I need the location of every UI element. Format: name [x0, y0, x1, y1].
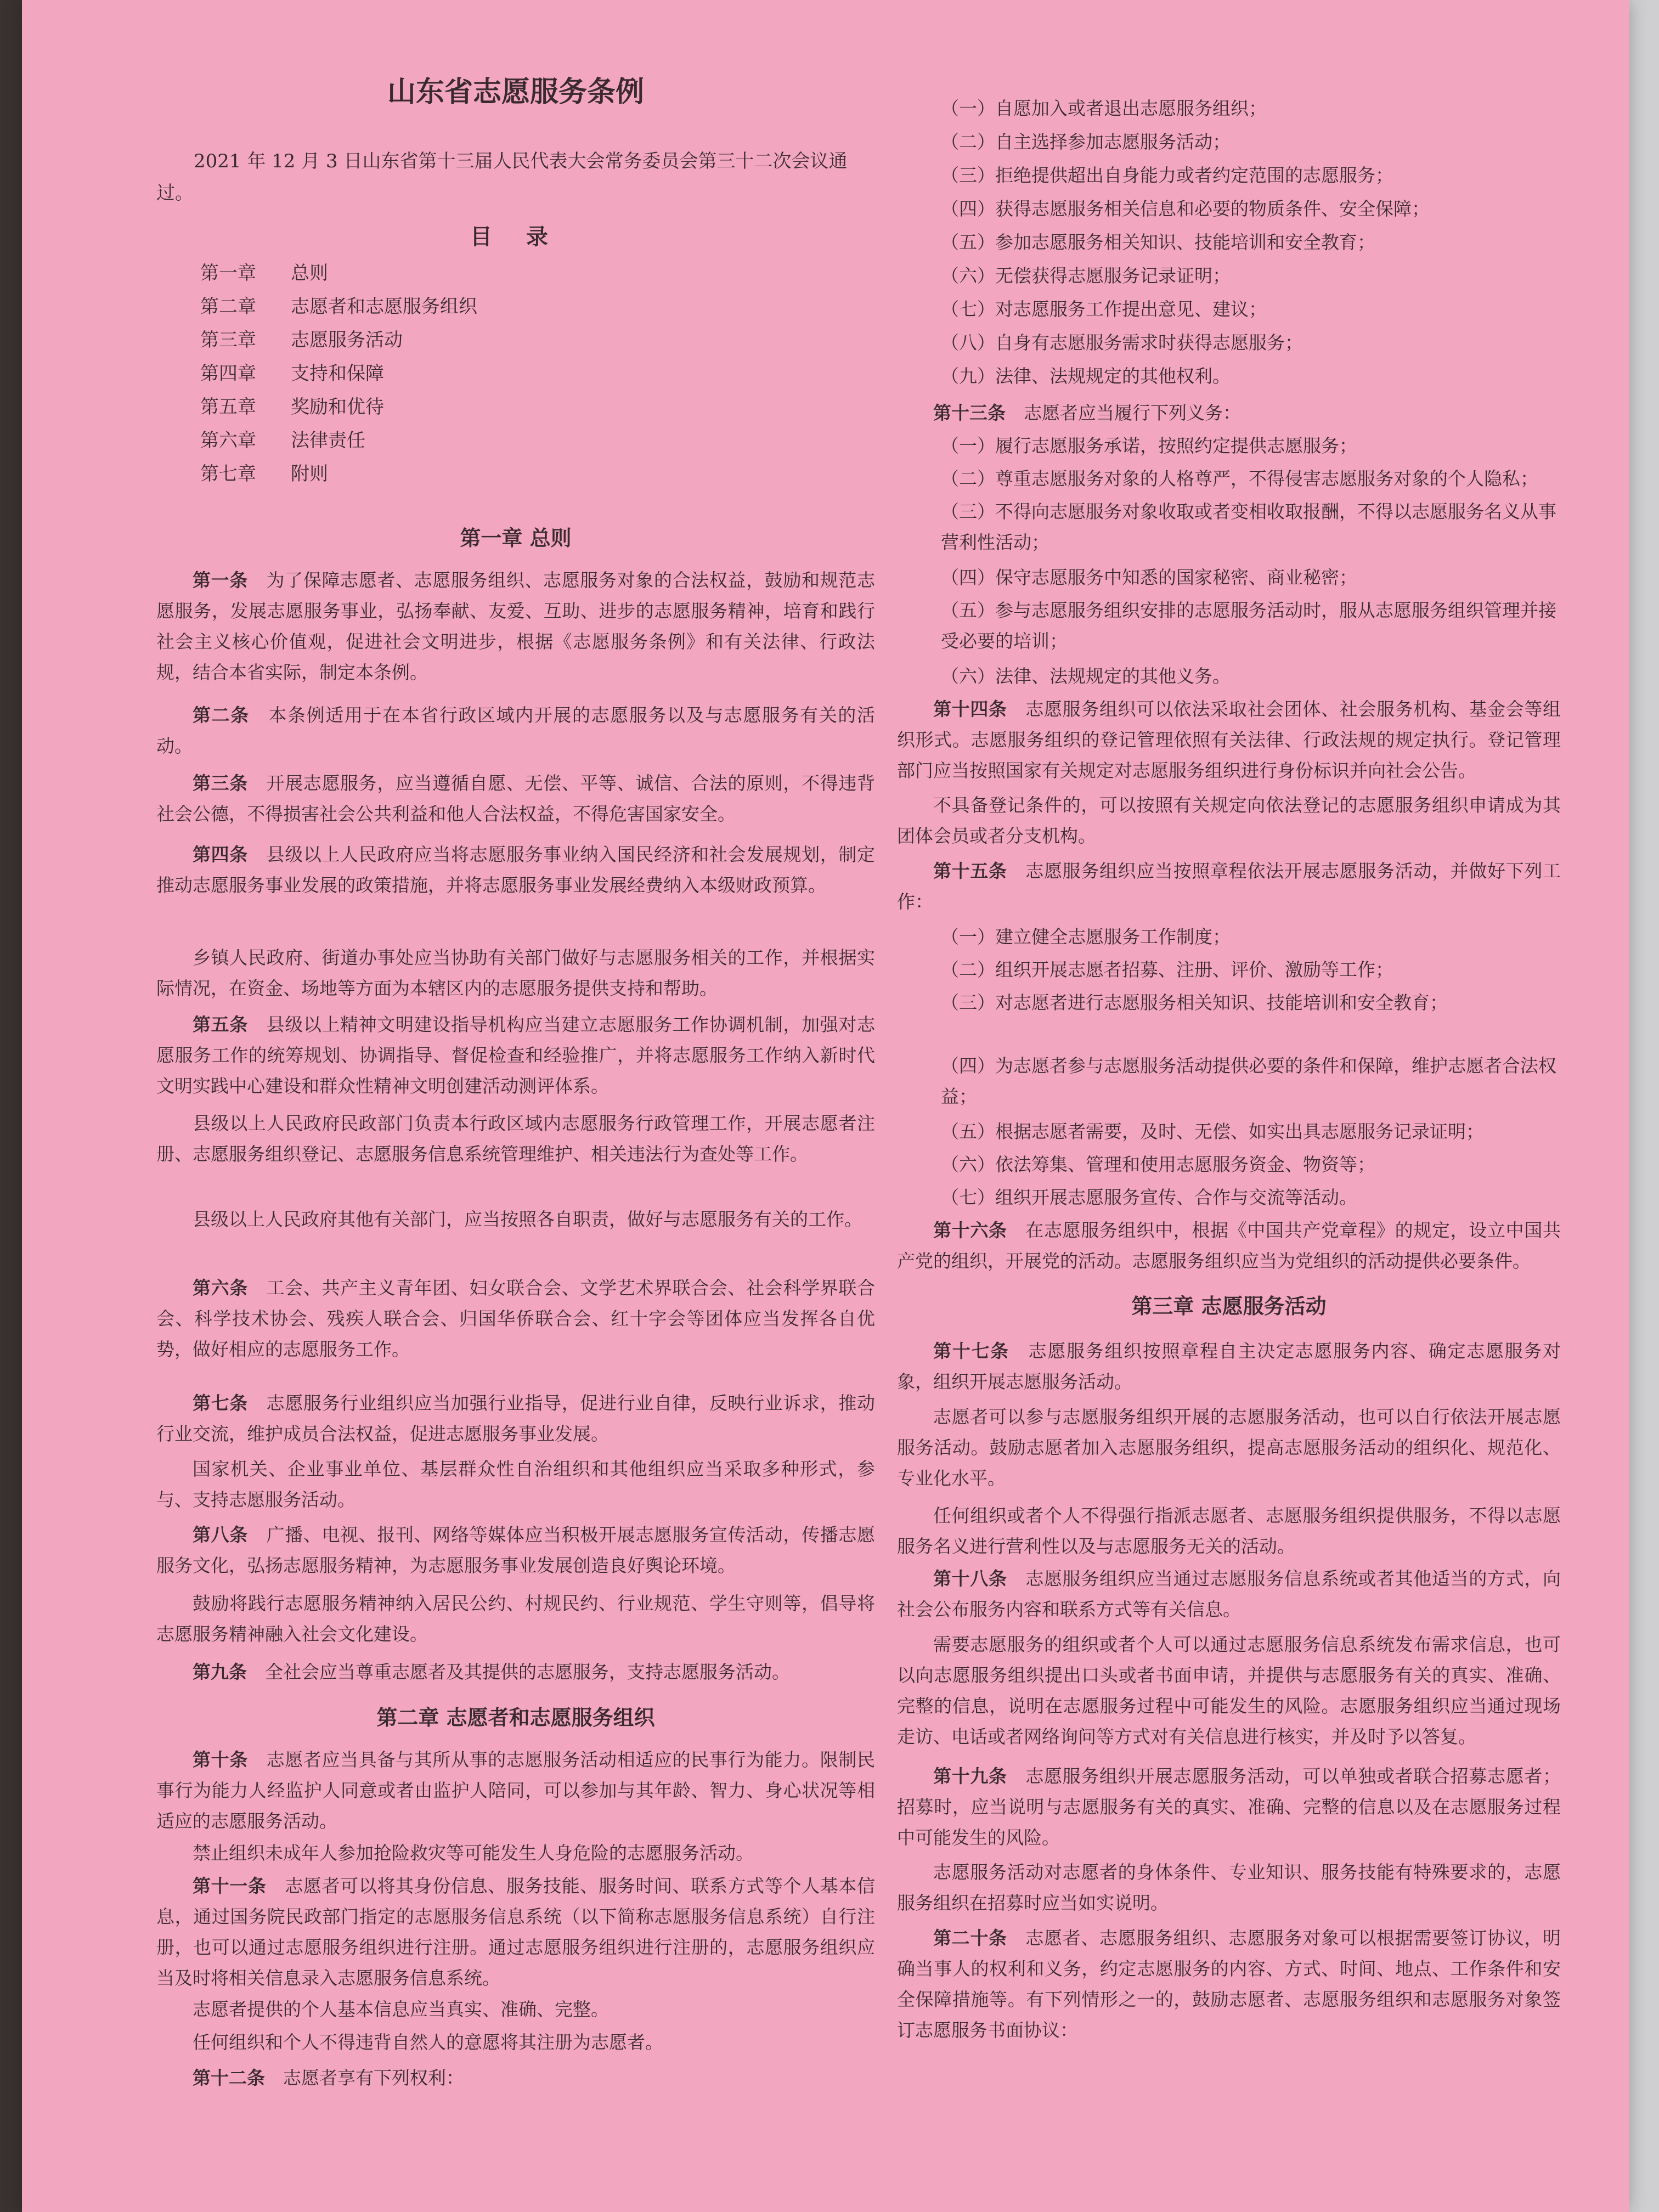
- list-item: （六）无偿获得志愿服务记录证明；: [941, 265, 1231, 286]
- list-item: （一）建立健全志愿服务工作制度；: [941, 926, 1231, 947]
- toc-chapter-name: 法律责任: [291, 430, 365, 452]
- toc-chapter-number: 第七章: [200, 463, 256, 485]
- article-text: 开展志愿服务，应当遵循自愿、无偿、平等、诚信、合法的原则，不得违背社会公德，不得损害社会公共利益和他人合法权益，不得危害国家安全。: [156, 772, 876, 825]
- article-17-paragraph-3: 任何组织或者个人不得强行指派志愿者、志愿服务组织提供服务，不得以志愿服务名义进行营利性以及与志愿服务无关的活动。: [897, 1505, 1561, 1557]
- article-text: 县级以上人民政府应当将志愿服务事业纳入国民经济和社会发展规划，制定推动志愿服务事业发展的政策措施，并将志愿服务事业发展经费纳入本级财政预算。: [156, 844, 876, 896]
- toc-chapter-name: 志愿者和志愿服务组织: [291, 296, 477, 318]
- article-label: 第二条: [193, 704, 250, 726]
- article-text: 工会、共产主义青年团、妇女联合会、文学艺术界联合会、社会科学界联合会、科学技术协会、残疾人联合会、归国华侨联合会、红十字会等团体应当发挥各自优势，做好相应的志愿服务工作。: [156, 1277, 876, 1360]
- toc-chapter-name: 总则: [291, 262, 328, 284]
- article-label: 第七条: [193, 1392, 248, 1414]
- article-17-paragraph-2: 志愿者可以参与志愿服务组织开展的志愿服务活动，也可以自行依法开展志愿服务活动。鼓励志愿者加入志愿服务组织，提高志愿服务活动的组织化、规范化、专业化水平。: [897, 1406, 1561, 1489]
- article-4-paragraph-2: 乡镇人民政府、街道办事处应当协助有关部门做好与志愿服务相关的工作，并根据实际情况，在资金、场地等方面为本辖区内的志愿服务提供支持和帮助。: [156, 947, 875, 999]
- article-text: 广播、电视、报刊、网络等媒体应当积极开展志愿服务宣传活动，传播志愿服务文化，弘扬志愿服务精神，为志愿服务事业发展创造良好舆论环境。: [156, 1524, 876, 1576]
- article-6: [156, 1273, 875, 1365]
- article-text: 志愿者应当履行下列义务：: [1024, 402, 1241, 424]
- article-7-paragraph-2: 国家机关、企业事业单位、基层群众性自治组织和其他组织应当采取多种形式，参与、支持志愿服务活动。: [156, 1458, 875, 1510]
- list-item: （四）为志愿者参与志愿服务活动提供必要的条件和保障，维护志愿者合法权益；: [941, 1055, 1556, 1107]
- article-text: 志愿者享有下列权利：: [283, 2067, 464, 2089]
- toc-row: [200, 258, 477, 291]
- chapter-1-heading: 第一章 总则: [460, 526, 572, 550]
- article-12: [156, 2063, 875, 2094]
- article-11: [156, 1871, 875, 1994]
- article-2: [156, 700, 875, 761]
- toc-chapter-number: 第六章: [200, 430, 256, 452]
- article-20: [897, 1923, 1561, 2046]
- article-text: 志愿服务组织应当通过志愿服务信息系统或者其他适当的方式，向社会公布服务内容和联系方式等有关信息。: [897, 1568, 1561, 1620]
- article-5-paragraph-3: 县级以上人民政府其他有关部门，应当按照各自职责，做好与志愿服务有关的工作。: [193, 1209, 862, 1230]
- article-label: 第五条: [193, 1014, 248, 1035]
- article-3: [156, 768, 875, 830]
- toc-chapter-name: 志愿服务活动: [291, 329, 403, 351]
- article-13: [897, 398, 1561, 428]
- list-item: （二）尊重志愿服务对象的人格尊严，不得侵害志愿服务对象的个人隐私；: [941, 468, 1538, 489]
- article-text: 全社会应当尊重志愿者及其提供的志愿服务，支持志愿服务活动。: [265, 1661, 790, 1683]
- document-page: [22, 0, 1629, 2212]
- list-item: （三）不得向志愿服务对象收取或者变相收取报酬，不得以志愿服务名义从事营利性活动；: [941, 501, 1556, 553]
- article-label: 第十八条: [933, 1568, 1007, 1589]
- article-text: 志愿服务组织可以依法采取社会团体、社会服务机构、基金会等组织形式。志愿服务组织的登记管理依照有关法律、行政法规的规定执行。登记管理部门应当按照国家有关规定对志愿服务组织进行身份标识并向社会公告。: [897, 698, 1561, 781]
- article-18: [897, 1564, 1561, 1625]
- adoption-note: 2021 年 12 月 3 日山东省第十三届人民代表大会常务委员会第三十二次会议通过。: [156, 150, 848, 204]
- article-16: [897, 1215, 1561, 1277]
- article-7: [156, 1388, 875, 1449]
- article-label: 第十九条: [933, 1765, 1007, 1787]
- article-19: [897, 1761, 1561, 1853]
- toc-row: [200, 425, 477, 459]
- chapter-2-heading: 第二章 志愿者和志愿服务组织: [376, 1705, 655, 1730]
- article-14-paragraph-2: 不具备登记条件的，可以按照有关规定向依法登记的志愿服务组织申请成为其团体会员或者分支机构。: [897, 794, 1561, 847]
- toc-row: [200, 291, 477, 325]
- article-text: 县级以上精神文明建设指导机构应当建立志愿服务工作协调机制，加强对志愿服务工作的统筹规划、协调指导、督促检查和经验推广，并将志愿服务工作纳入新时代文明实践中心建设和群众性精神文明创建活动测评体系。: [156, 1014, 876, 1097]
- list-item: （五）参加志愿服务相关知识、技能培训和安全教育；: [941, 232, 1375, 253]
- right-column: [897, 0, 1561, 2212]
- article-5: [156, 1009, 875, 1102]
- article-text: 本条例适用于在本省行政区域内开展的志愿服务以及与志愿服务有关的活动。: [156, 704, 876, 757]
- list-item: （四）获得志愿服务相关信息和必要的物质条件、安全保障；: [941, 198, 1430, 219]
- list-item: （五）参与志愿服务组织安排的志愿服务活动时，服从志愿服务组织管理并接受必要的培训；: [941, 600, 1556, 652]
- article-text: 志愿服务组织按照章程自主决定志愿服务内容、确定志愿服务对象，组织开展志愿服务活动。: [897, 1340, 1561, 1392]
- article-label: 第十七条: [933, 1340, 1009, 1362]
- list-item: （八）自身有志愿服务需求时获得志愿服务；: [941, 332, 1303, 353]
- toc-row: [200, 459, 477, 492]
- article-label: 第四条: [193, 844, 248, 865]
- article-label: 第十二条: [193, 2067, 265, 2089]
- article-label: 第十条: [193, 1749, 248, 1770]
- toc-row: [200, 325, 477, 358]
- article-label: 第三条: [193, 772, 248, 794]
- left-column: [156, 0, 875, 2212]
- article-14: [897, 694, 1561, 786]
- article-text: 为了保障志愿者、志愿服务组织、志愿服务对象的合法权益，鼓励和规范志愿服务，发展志愿服务事业，弘扬奉献、友爱、互助、进步的志愿服务精神，培育和践行社会主义核心价值观，促进社会文明进步，根据《志愿服务条例》和有关法律、行政法规，结合本省实际，制定本条例。: [156, 569, 876, 683]
- list-item: （五）根据志愿者需要，及时、无偿、如实出具志愿服务记录证明；: [941, 1121, 1484, 1142]
- list-item: （六）依法筹集、管理和使用志愿服务资金、物资等；: [941, 1154, 1375, 1175]
- list-item: （二）组织开展志愿者招募、注册、评价、激励等工作；: [941, 959, 1393, 980]
- article-label: 第十三条: [933, 402, 1006, 424]
- list-item: （七）对志愿服务工作提出意见、建议；: [941, 298, 1267, 320]
- article-text: 志愿服务组织应当按照章程依法开展志愿服务活动，并做好下列工作：: [897, 860, 1561, 912]
- document-title: 山东省志愿服务条例: [387, 75, 644, 109]
- article-label: 第八条: [193, 1524, 248, 1545]
- list-item: （一）履行志愿服务承诺，按照约定提供志愿服务；: [941, 435, 1357, 456]
- list-item: （一）自愿加入或者退出志愿服务组织；: [941, 98, 1267, 119]
- article-19-paragraph-2: 志愿服务活动对志愿者的身体条件、专业知识、服务技能有特殊要求的，志愿服务组织在招募时应当如实说明。: [897, 1861, 1561, 1914]
- table-of-contents: [200, 258, 477, 492]
- list-item: （三）拒绝提供超出自身能力或者约定范围的志愿服务；: [941, 165, 1393, 186]
- article-9: [156, 1657, 875, 1688]
- toc-chapter-name: 奖励和优待: [291, 396, 384, 418]
- list-item: （二）自主选择参加志愿服务活动；: [941, 131, 1231, 153]
- article-label: 第十五条: [933, 860, 1007, 882]
- article-label: 第六条: [193, 1277, 248, 1299]
- article-text: 在志愿服务组织中，根据《中国共产党章程》的规定，设立中国共产党的组织，开展党的活动。志愿服务组织应当为党组织的活动提供必要条件。: [897, 1220, 1561, 1272]
- article-11-paragraph-2: 志愿者提供的个人基本信息应当真实、准确、完整。: [193, 1999, 609, 2020]
- article-11-paragraph-3: 任何组织和个人不得违背自然人的意愿将其注册为志愿者。: [193, 2032, 663, 2053]
- list-item: （九）法律、法规规定的其他权利。: [941, 365, 1231, 387]
- article-5-paragraph-2: 县级以上人民政府民政部门负责本行政区域内志愿服务行政管理工作，开展志愿者注册、志愿服务组织登记、志愿服务信息系统管理维护、相关违法行为查处等工作。: [156, 1113, 875, 1165]
- article-label: 第十一条: [193, 1875, 267, 1897]
- article-label: 第二十条: [933, 1927, 1007, 1949]
- list-item: （三）对志愿者进行志愿服务相关知识、技能培训和安全教育；: [941, 992, 1448, 1013]
- article-text: 志愿者、志愿服务组织、志愿服务对象可以根据需要签订协议，明确当事人的权利和义务，约定志愿服务的内容、方式、时间、地点、工作条件和安全保障措施等。有下列情形之一的，鼓励志愿者、志愿服务组织和志愿服务对象签订志愿服务书面协议：: [897, 1927, 1561, 2041]
- article-18-paragraph-2: 需要志愿服务的组织或者个人可以通过志愿服务信息系统发布需求信息，也可以向志愿服务组织提出口头或者书面申请，并提供与志愿服务有关的真实、准确、完整的信息，说明在志愿服务过程中可能发生的风险。志愿服务组织应当通过现场走访、电话或者网络询问等方式对有关信息进行核实，并及时予以答复。: [897, 1634, 1561, 1747]
- list-item: （四）保守志愿服务中知悉的国家秘密、商业秘密；: [941, 567, 1357, 588]
- toc-row: [200, 392, 477, 425]
- article-17: [897, 1336, 1561, 1397]
- chapter-3-heading: 第三章 志愿服务活动: [1131, 1294, 1327, 1318]
- article-label: 第一条: [193, 569, 248, 591]
- article-15: [897, 856, 1561, 917]
- article-1: [156, 565, 875, 688]
- article-text: 志愿服务组织开展志愿服务活动，可以单独或者联合招募志愿者；招募时，应当说明与志愿服务有关的真实、准确、完整的信息以及在志愿服务过程中可能发生的风险。: [897, 1765, 1561, 1848]
- article-text: 志愿者应当具备与其所从事的志愿服务活动相适应的民事行为能力。限制民事行为能力人经监护人同意或者由监护人陪同，可以参加与其年龄、智力、身心状况等相适应的志愿服务活动。: [156, 1749, 876, 1832]
- toc-chapter-number: 第一章: [200, 262, 256, 284]
- article-4: [156, 839, 875, 901]
- article-8: [156, 1520, 875, 1581]
- toc-chapter-name: 支持和保障: [291, 363, 384, 385]
- article-8-paragraph-2: 鼓励将践行志愿服务精神纳入居民公约、村规民约、行业规范、学生守则等，倡导将志愿服务精神融入社会文化建设。: [156, 1593, 875, 1645]
- toc-chapter-number: 第五章: [200, 396, 256, 418]
- toc-chapter-number: 第三章: [200, 329, 256, 351]
- article-10-paragraph-2: 禁止组织未成年人参加抢险救灾等可能发生人身危险的志愿服务活动。: [193, 1842, 754, 1864]
- toc-chapter-number: 第二章: [200, 296, 256, 318]
- toc-title: 目 录: [470, 224, 561, 250]
- article-text: 志愿服务行业组织应当加强行业指导，促进行业自律，反映行业诉求，推动行业交流，维护成员合法权益，促进志愿服务事业发展。: [156, 1392, 876, 1444]
- article-label: 第九条: [193, 1661, 247, 1683]
- toc-row: [200, 358, 477, 392]
- article-label: 第十四条: [933, 698, 1007, 720]
- list-item: （六）法律、法规规定的其他义务。: [941, 665, 1231, 687]
- list-item: （七）组织开展志愿服务宣传、合作与交流等活动。: [941, 1187, 1357, 1208]
- article-text: 志愿者可以将其身份信息、服务技能、服务时间、联系方式等个人基本信息，通过国务院民政部门指定的志愿服务信息系统（以下简称志愿服务信息系统）自行注册，也可以通过志愿服务组织进行注册。通过志愿服务组织进行注册的，志愿服务组织应当及时将相关信息录入志愿服务信息系统。: [156, 1875, 876, 1989]
- toc-chapter-number: 第四章: [200, 363, 256, 385]
- article-10: [156, 1745, 875, 1837]
- article-label: 第十六条: [933, 1220, 1007, 1241]
- toc-chapter-name: 附则: [291, 463, 328, 485]
